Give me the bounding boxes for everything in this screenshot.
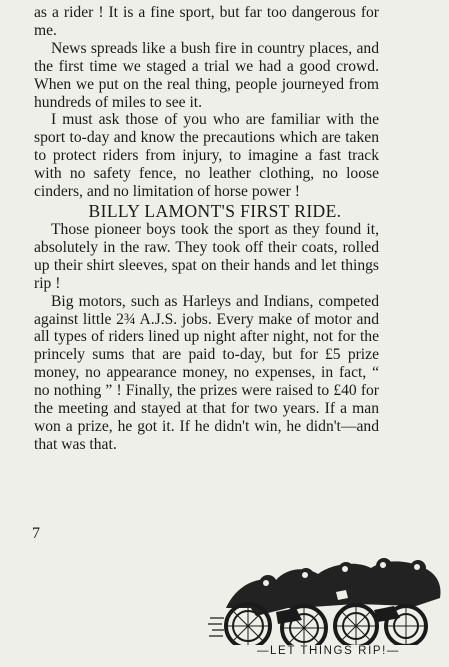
paragraph: Those pioneer boys took the sport as they found it, absolutely in the raw. They took off their coats, rolled up their shirt sleeves, spat on their hands and let things rip !: [34, 220, 379, 292]
paragraph: News spreads like a bush fire in country places, and the first time we staged a trial we had a good crowd. When we put on the real thing, people journeyed from hundreds of miles to see it.: [34, 39, 379, 111]
paragraph: Big motors, such as Harleys and Indians, competed against little 2¾ A.J.S. jobs. Every make of motor and all types of riders lined up night after night, not for the princely sums that are paid to-day, but for £5 prize money, no appearance money, no expenses, in fact, “ no nothing ” ! Finally, the prizes were raised to £40 for the meeting and stayed at that for two years. If a man won a prize, he got it. If he didn't win, he didn't—and that was that.: [34, 292, 379, 453]
paragraph: as a rider ! It is a fine sport, but far too dangerous for me.: [34, 4, 379, 39]
paragraph: I must ask those of you who are familiar with the sport to-day and know the precautions which are taken to protect riders from injury, to imagine a fast track with no safety fence, no leather clothing, no loose cinders, and no limitation of horse power !: [34, 111, 379, 201]
page-number: 7: [32, 525, 40, 542]
section-heading: BILLY LAMONT'S FIRST RIDE.: [88, 200, 342, 221]
illustration-caption: —LET THINGS RIP!—: [216, 645, 441, 658]
body-text: [34, 4, 379, 454]
